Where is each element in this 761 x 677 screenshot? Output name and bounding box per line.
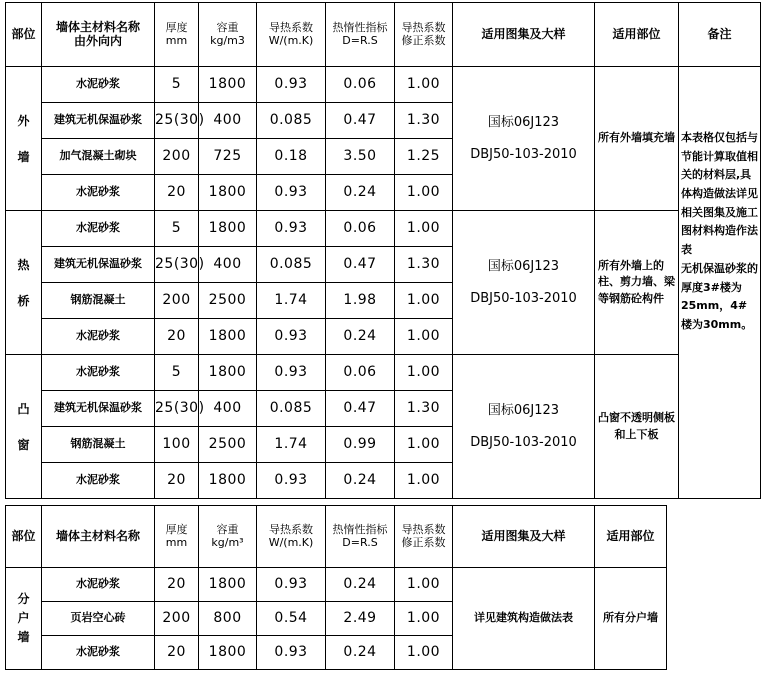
inertia-cell: 0.47: [326, 103, 395, 139]
header-density: 容重 kg/m³: [199, 506, 257, 568]
header-part: 部位: [6, 3, 42, 67]
part-thermal-bridge: 热 桥: [6, 211, 42, 355]
table-row: [6, 67, 761, 103]
header-thickness: 厚度 mm: [155, 3, 199, 67]
density-cell: 1800: [199, 636, 257, 670]
thickness-cell: 5: [155, 355, 199, 391]
density-cell: 2500: [199, 283, 257, 319]
density-cell: 400: [199, 391, 257, 427]
standard-cell: [453, 67, 595, 211]
inertia-cell: 0.24: [326, 463, 395, 499]
thickness-cell: 20: [155, 319, 199, 355]
remark-cell: 本表格仅包括与节能计算取值相关的材料层,具体构造做法详见相关图集及施工图材料构造作法表 无机保温砂浆的厚度3#楼为25mm，4#楼为30mm。: [679, 67, 761, 499]
density-cell: 1800: [199, 175, 257, 211]
density-cell: 2500: [199, 427, 257, 463]
standard-cell: 详见建筑构造做法表: [453, 568, 595, 670]
thickness-cell: 25(30): [155, 247, 199, 283]
conductivity-cell: 0.93: [257, 636, 326, 670]
inertia-cell: 0.99: [326, 427, 395, 463]
thickness-cell: 100: [155, 427, 199, 463]
inertia-cell: 0.24: [326, 568, 395, 602]
table-row: [6, 355, 761, 391]
correction-cell: 1.00: [395, 355, 453, 391]
inertia-cell: 0.24: [326, 319, 395, 355]
conductivity-cell: 0.085: [257, 391, 326, 427]
standard-cell: [453, 355, 595, 499]
inertia-cell: 0.47: [326, 247, 395, 283]
standard-line-1: 国标06J123: [487, 259, 560, 275]
inertia-cell: 0.24: [326, 175, 395, 211]
inertia-cell: 0.06: [326, 211, 395, 247]
standard-line-2: DBJ50-103-2010: [470, 146, 577, 162]
applicable-cell: 所有外墙上的柱、剪力墙、梁等钢筋砼构件: [595, 211, 679, 355]
thickness-cell: 25(30): [155, 391, 199, 427]
correction-cell: 1.25: [395, 139, 453, 175]
header-applicable: 适用部位: [595, 3, 679, 67]
header-correction: 导热系数 修正系数: [395, 506, 453, 568]
header-material: 墙体主材料名称: [42, 506, 155, 568]
conductivity-cell: 0.93: [257, 463, 326, 499]
standard-line-1: 国标06J123: [487, 115, 560, 131]
thickness-cell: 200: [155, 602, 199, 636]
header-standard: 适用图集及大样: [453, 3, 595, 67]
part-bay-window: 凸 窗: [6, 355, 42, 499]
material-cell: 水泥砂浆: [42, 211, 155, 247]
conductivity-cell: 0.93: [257, 175, 326, 211]
thickness-cell: 5: [155, 211, 199, 247]
standard-cell: [453, 211, 595, 355]
table-row: [6, 568, 667, 602]
density-cell: 1800: [199, 211, 257, 247]
conductivity-cell: 0.93: [257, 67, 326, 103]
correction-cell: 1.00: [395, 67, 453, 103]
correction-cell: 1.00: [395, 283, 453, 319]
correction-cell: 1.30: [395, 103, 453, 139]
inertia-cell: 0.47: [326, 391, 395, 427]
material-cell: 钢筋混凝土: [42, 427, 155, 463]
header-row: [6, 506, 667, 568]
material-cell: 水泥砂浆: [42, 175, 155, 211]
thickness-cell: 200: [155, 283, 199, 319]
header-applicable: 适用部位: [595, 506, 667, 568]
header-inertia: 热惰性指标 D=R.S: [326, 506, 395, 568]
material-cell: 水泥砂浆: [42, 568, 155, 602]
applicable-cell: 所有分户墙: [595, 568, 667, 670]
header-standard: 适用图集及大样: [453, 506, 595, 568]
material-cell: 建筑无机保温砂浆: [42, 247, 155, 283]
partition-wall-table: [5, 505, 667, 670]
thickness-cell: 20: [155, 568, 199, 602]
conductivity-cell: 0.93: [257, 568, 326, 602]
density-cell: 800: [199, 602, 257, 636]
inertia-cell: 2.49: [326, 602, 395, 636]
standard-line-1: 国标06J123: [487, 403, 560, 419]
header-part: 部位: [6, 506, 42, 568]
inertia-cell: 3.50: [326, 139, 395, 175]
density-cell: 1800: [199, 67, 257, 103]
conductivity-cell: 1.74: [257, 427, 326, 463]
correction-cell: 1.00: [395, 319, 453, 355]
thickness-cell: 20: [155, 175, 199, 211]
material-cell: 建筑无机保温砂浆: [42, 391, 155, 427]
thickness-cell: 25(30): [155, 103, 199, 139]
material-cell: 水泥砂浆: [42, 319, 155, 355]
density-cell: 1800: [199, 319, 257, 355]
material-cell: 页岩空心砖: [42, 602, 155, 636]
conductivity-cell: 1.74: [257, 283, 326, 319]
correction-cell: 1.00: [395, 463, 453, 499]
density-cell: 1800: [199, 568, 257, 602]
wall-thermal-table: [5, 2, 761, 499]
header-row: [6, 3, 761, 67]
thickness-cell: 20: [155, 463, 199, 499]
conductivity-cell: 0.93: [257, 319, 326, 355]
header-density: 容重 kg/m3: [199, 3, 257, 67]
header-inertia: 热惰性指标 D=R.S: [326, 3, 395, 67]
standard-line-2: DBJ50-103-2010: [470, 434, 577, 450]
conductivity-cell: 0.54: [257, 602, 326, 636]
header-material: 墙体主材料名称 由外向内: [42, 3, 155, 67]
applicable-cell: 所有外墙填充墙: [595, 67, 679, 211]
density-cell: 400: [199, 103, 257, 139]
applicable-cell: 凸窗不透明侧板和上下板: [595, 355, 679, 499]
part-partition-wall: 分 户 墙: [6, 568, 42, 670]
thickness-cell: 200: [155, 139, 199, 175]
header-conductivity: 导热系数 W/(m.K): [257, 506, 326, 568]
header-thickness: 厚度 mm: [155, 506, 199, 568]
correction-cell: 1.30: [395, 391, 453, 427]
inertia-cell: 1.98: [326, 283, 395, 319]
header-conductivity: 导热系数 W/(m.K): [257, 3, 326, 67]
correction-cell: 1.00: [395, 636, 453, 670]
inertia-cell: 0.06: [326, 67, 395, 103]
material-cell: 建筑无机保温砂浆: [42, 103, 155, 139]
material-cell: 水泥砂浆: [42, 463, 155, 499]
density-cell: 400: [199, 247, 257, 283]
material-cell: 水泥砂浆: [42, 355, 155, 391]
header-remark: 备注: [679, 3, 761, 67]
density-cell: 1800: [199, 463, 257, 499]
correction-cell: 1.00: [395, 602, 453, 636]
inertia-cell: 0.24: [326, 636, 395, 670]
conductivity-cell: 0.085: [257, 247, 326, 283]
header-correction: 导热系数 修正系数: [395, 3, 453, 67]
standard-line-2: DBJ50-103-2010: [470, 290, 577, 306]
correction-cell: 1.00: [395, 175, 453, 211]
thickness-cell: 5: [155, 67, 199, 103]
density-cell: 1800: [199, 355, 257, 391]
conductivity-cell: 0.93: [257, 355, 326, 391]
density-cell: 725: [199, 139, 257, 175]
correction-cell: 1.00: [395, 427, 453, 463]
part-exterior-wall: 外 墙: [6, 67, 42, 211]
conductivity-cell: 0.18: [257, 139, 326, 175]
correction-cell: 1.00: [395, 211, 453, 247]
conductivity-cell: 0.93: [257, 211, 326, 247]
thickness-cell: 20: [155, 636, 199, 670]
conductivity-cell: 0.085: [257, 103, 326, 139]
correction-cell: 1.00: [395, 568, 453, 602]
material-cell: 水泥砂浆: [42, 636, 155, 670]
material-cell: 钢筋混凝土: [42, 283, 155, 319]
inertia-cell: 0.06: [326, 355, 395, 391]
material-cell: 水泥砂浆: [42, 67, 155, 103]
correction-cell: 1.30: [395, 247, 453, 283]
table-row: [6, 211, 761, 247]
material-cell: 加气混凝土砌块: [42, 139, 155, 175]
